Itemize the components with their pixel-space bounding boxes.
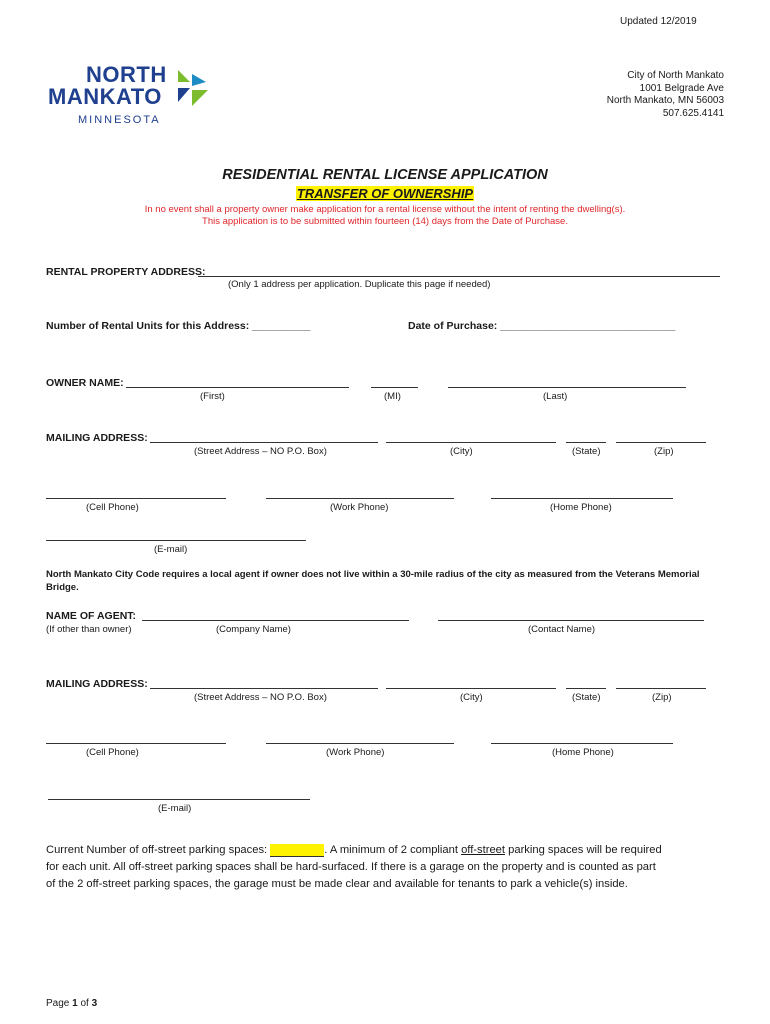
agent-zip-field[interactable]	[616, 688, 706, 689]
logo-mark-icon	[176, 68, 212, 108]
agent-if-other-caption: (If other than owner)	[46, 624, 132, 635]
logo-line-mankato: MANKATO	[48, 84, 162, 109]
agent-company-caption: (Company Name)	[216, 624, 291, 635]
rental-address-note: (Only 1 address per application. Duplicate this page if needed)	[228, 279, 491, 290]
owner-mi-field[interactable]	[371, 387, 418, 388]
owner-home-caption: (Home Phone)	[550, 502, 612, 513]
agent-name-label: NAME OF AGENT:	[46, 610, 137, 622]
owner-zip-field[interactable]	[616, 442, 706, 443]
city-name: City of North Mankato	[627, 70, 724, 81]
owner-first-caption: (First)	[200, 391, 225, 402]
agent-home-caption: (Home Phone)	[552, 747, 614, 758]
page-current: 1	[72, 998, 78, 1009]
owner-last-field[interactable]	[448, 387, 686, 388]
owner-home-field[interactable]	[491, 498, 673, 499]
parking-paragraph	[46, 842, 736, 893]
owner-mailing-label: MAILING ADDRESS:	[46, 432, 148, 444]
owner-street-field[interactable]	[150, 442, 378, 443]
north-mankato-logo	[48, 64, 218, 130]
agent-zip-caption: (Zip)	[652, 692, 672, 703]
agent-work-field[interactable]	[266, 743, 454, 744]
agent-street-caption: (Street Address – NO P.O. Box)	[194, 692, 327, 703]
form-subtitle: TRANSFER OF OWNERSHIP	[296, 186, 474, 201]
agent-state-field[interactable]	[566, 688, 606, 689]
owner-email-field[interactable]	[46, 540, 306, 541]
logo-line-north: NORTH	[86, 62, 167, 87]
page-total: 3	[91, 998, 98, 1009]
owner-city-caption: (City)	[450, 446, 473, 457]
owner-name-label: OWNER NAME:	[46, 377, 124, 389]
rental-address-field[interactable]	[198, 276, 720, 277]
owner-email-caption: (E-mail)	[154, 544, 188, 555]
notice-line-2: This application is to be submitted within fourteen (14) days from the Date of Purchase.	[202, 216, 568, 227]
agent-contact-caption: (Contact Name)	[528, 624, 596, 635]
agent-work-caption: (Work Phone)	[326, 747, 385, 758]
agent-city-caption: (City)	[460, 692, 483, 703]
agent-home-field[interactable]	[491, 743, 673, 744]
owner-mi-caption: (MI)	[384, 391, 401, 402]
agent-email-caption: (E-mail)	[158, 803, 192, 814]
page-prefix: Page	[46, 998, 73, 1009]
agent-mailing-label: MAILING ADDRESS:	[46, 678, 148, 690]
city-phone: 507.625.4141	[662, 107, 724, 119]
logo-line-minnesota: MINNESOTA	[78, 114, 161, 126]
owner-city-field[interactable]	[386, 442, 556, 443]
agent-city-field[interactable]	[386, 688, 556, 689]
form-title: RESIDENTIAL RENTAL LICENSE APPLICATION	[222, 167, 548, 183]
rental-address-label: RENTAL PROPERTY ADDRESS:	[46, 266, 206, 278]
agent-state-caption: (State)	[572, 692, 601, 703]
agent-contact-field[interactable]	[438, 620, 704, 621]
page-of: of	[77, 998, 92, 1009]
owner-state-field[interactable]	[566, 442, 606, 443]
city-address-block	[607, 70, 724, 120]
notice-line-1: In no event shall a property owner make application for a rental license without the intent of renting the dwelling(s).	[144, 204, 626, 215]
parking-offstreet-underlined: off-street	[461, 844, 506, 856]
city-csz: North Mankato, MN 56003	[606, 95, 724, 106]
agent-cell-caption: (Cell Phone)	[86, 747, 139, 758]
agent-requirement-note: North Mankato City Code requires a local agent if owner does not live within a 30-mile radius of the city as measured from the Veterans Memorial Bridge.	[46, 569, 700, 593]
parking-lead: Current Number of off-street parking spaces:	[46, 844, 268, 856]
owner-state-caption: (State)	[572, 446, 601, 457]
parking-spaces-field[interactable]	[270, 844, 324, 857]
updated-date: Updated 12/2019	[620, 16, 697, 27]
parking-line-3: of the 2 off-street parking spaces, the garage must be made clear and available for tenants to park a vehicle(s) inside.	[46, 878, 628, 890]
parking-after-blank: . A minimum of 2 compliant	[324, 844, 462, 856]
purchase-date-label[interactable]: Date of Purchase: ______________________________	[408, 320, 676, 332]
owner-cell-caption: (Cell Phone)	[86, 502, 139, 513]
parking-rest1: parking spaces will be required	[505, 844, 662, 856]
agent-email-field[interactable]	[48, 799, 310, 800]
owner-last-caption: (Last)	[543, 391, 568, 402]
owner-street-caption: (Street Address – NO P.O. Box)	[194, 446, 327, 457]
owner-cell-field[interactable]	[46, 498, 226, 499]
owner-work-caption: (Work Phone)	[330, 502, 389, 513]
agent-street-field[interactable]	[150, 688, 378, 689]
owner-work-field[interactable]	[266, 498, 454, 499]
parking-line-2: for each unit. All off-street parking spaces shall be hard-surfaced. If there is a garage on the property and is counted as part	[46, 861, 656, 873]
units-label[interactable]: Number of Rental Units for this Address: __________	[46, 320, 311, 332]
agent-company-field[interactable]	[142, 620, 409, 621]
agent-cell-field[interactable]	[46, 743, 226, 744]
owner-first-field[interactable]	[126, 387, 349, 388]
city-street: 1001 Belgrade Ave	[639, 82, 724, 94]
page-number	[46, 998, 97, 1009]
owner-zip-caption: (Zip)	[654, 446, 674, 457]
